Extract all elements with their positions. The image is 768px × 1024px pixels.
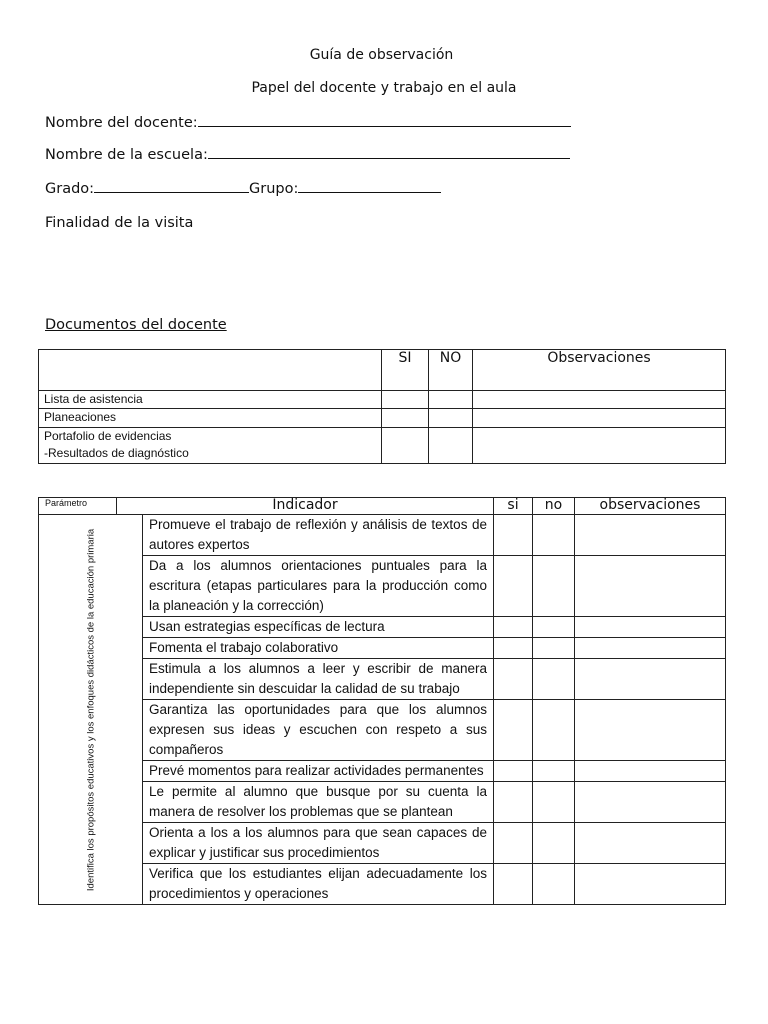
indicator-si-cell[interactable] [494,638,533,659]
table-row [39,515,726,556]
document-subtitle: Papel del docente y trabajo en el aula [251,80,517,96]
indicator-no-cell[interactable] [533,864,575,905]
parameter-text: Identifica los propósitos educativos y los enfoques didácticos de la educación primaria [85,528,96,891]
documents-header-blank [39,350,382,391]
school-name-field[interactable] [45,147,570,163]
documents-col-observations: Observaciones [473,350,726,391]
indicator-si-cell[interactable] [494,515,533,556]
table-row [39,409,726,428]
teacher-name-line [198,125,571,127]
group-label: Grupo: [249,181,299,197]
grade-line [94,191,249,193]
indicator-si-cell[interactable] [494,700,533,761]
indicator-observation-cell[interactable] [575,638,726,659]
document-label-line2: -Resultados de diagnóstico [44,446,189,460]
teacher-name-field[interactable] [45,115,571,131]
document-label-line1: Portafolio de evidencias [44,429,172,443]
table-row [39,428,726,464]
indicator-observation-cell[interactable] [575,659,726,700]
indicator-text: Orienta a los a los alumnos para que sean capaces de explicar y justificar sus procedimientos [143,823,494,864]
document-no-cell[interactable] [429,391,473,409]
documents-col-no: NO [429,350,473,391]
indicator-text: Fomenta el trabajo colaborativo [143,638,494,659]
document-title: Guía de observación [309,47,454,63]
indicators-col-observations: observaciones [575,498,726,515]
indicator-text: Usan estrategias específicas de lectura [143,617,494,638]
document-observation-cell[interactable] [473,409,726,428]
document-si-cell[interactable] [382,391,429,409]
indicators-col-no: no [533,498,575,515]
document-si-cell[interactable] [382,409,429,428]
indicator-text: Prevé momentos para realizar actividades permanentes [143,761,494,782]
document-label [39,428,382,464]
indicator-no-cell[interactable] [533,515,575,556]
grade-label: Grado: [45,181,95,197]
document-no-cell[interactable] [429,428,473,464]
indicator-si-cell[interactable] [494,556,533,617]
indicator-no-cell[interactable] [533,617,575,638]
indicator-si-cell[interactable] [494,823,533,864]
indicator-no-cell[interactable] [533,700,575,761]
school-name-line [208,157,570,159]
indicator-observation-cell[interactable] [575,823,726,864]
indicator-si-cell[interactable] [494,659,533,700]
indicators-col-si: si [494,498,533,515]
document-label: Planeaciones [39,409,382,428]
indicator-observation-cell[interactable] [575,782,726,823]
parameter-cell [39,515,143,905]
document-no-cell[interactable] [429,409,473,428]
indicator-observation-cell[interactable] [575,617,726,638]
indicator-text: Verifica que los estudiantes elijan adecuadamente los procedimientos y operaciones [143,864,494,905]
indicator-si-cell[interactable] [494,761,533,782]
indicator-no-cell[interactable] [533,782,575,823]
indicator-no-cell[interactable] [533,823,575,864]
document-observation-cell[interactable] [473,428,726,464]
indicator-text: Da a los alumnos orientaciones puntuales para la escritura (etapas particulares para la producción como la planeación y la corrección) [143,556,494,617]
indicator-si-cell[interactable] [494,864,533,905]
document-observation-cell[interactable] [473,391,726,409]
indicator-no-cell[interactable] [533,556,575,617]
document-label: Lista de asistencia [39,391,382,409]
indicator-no-cell[interactable] [533,761,575,782]
indicator-observation-cell[interactable] [575,864,726,905]
documents-col-si: SI [382,350,429,391]
documents-header-row [39,350,726,391]
visit-purpose-label: Finalidad de la visita [45,215,194,231]
document-si-cell[interactable] [382,428,429,464]
indicators-table [38,497,726,905]
indicator-observation-cell[interactable] [575,761,726,782]
indicators-header-row [39,498,726,515]
indicator-observation-cell[interactable] [575,556,726,617]
indicator-text: Le permite al alumno que busque por su cuenta la manera de resolver los problemas que se plantean [143,782,494,823]
indicators-col-parameter: Parámetro [39,498,117,515]
indicator-observation-cell[interactable] [575,700,726,761]
grade-group-field[interactable] [45,181,441,197]
indicator-observation-cell[interactable] [575,515,726,556]
indicator-si-cell[interactable] [494,782,533,823]
indicator-text: Garantiza las oportunidades para que los alumnos expresen sus ideas y escuchen con respeto a sus compañeros [143,700,494,761]
indicator-text: Promueve el trabajo de reflexión y análisis de textos de autores expertos [143,515,494,556]
indicators-col-indicator: Indicador [117,498,494,515]
indicator-text: Estimula a los alumnos a leer y escribir de manera independiente sin descuidar la calidad de su trabajo [143,659,494,700]
indicator-no-cell[interactable] [533,638,575,659]
documents-heading: Documentos del docente [45,317,227,333]
teacher-name-label: Nombre del docente: [45,115,198,131]
indicator-no-cell[interactable] [533,659,575,700]
group-line [298,191,441,193]
documents-table [38,349,726,464]
table-row [39,391,726,409]
indicator-si-cell[interactable] [494,617,533,638]
school-name-label: Nombre de la escuela: [45,147,208,163]
